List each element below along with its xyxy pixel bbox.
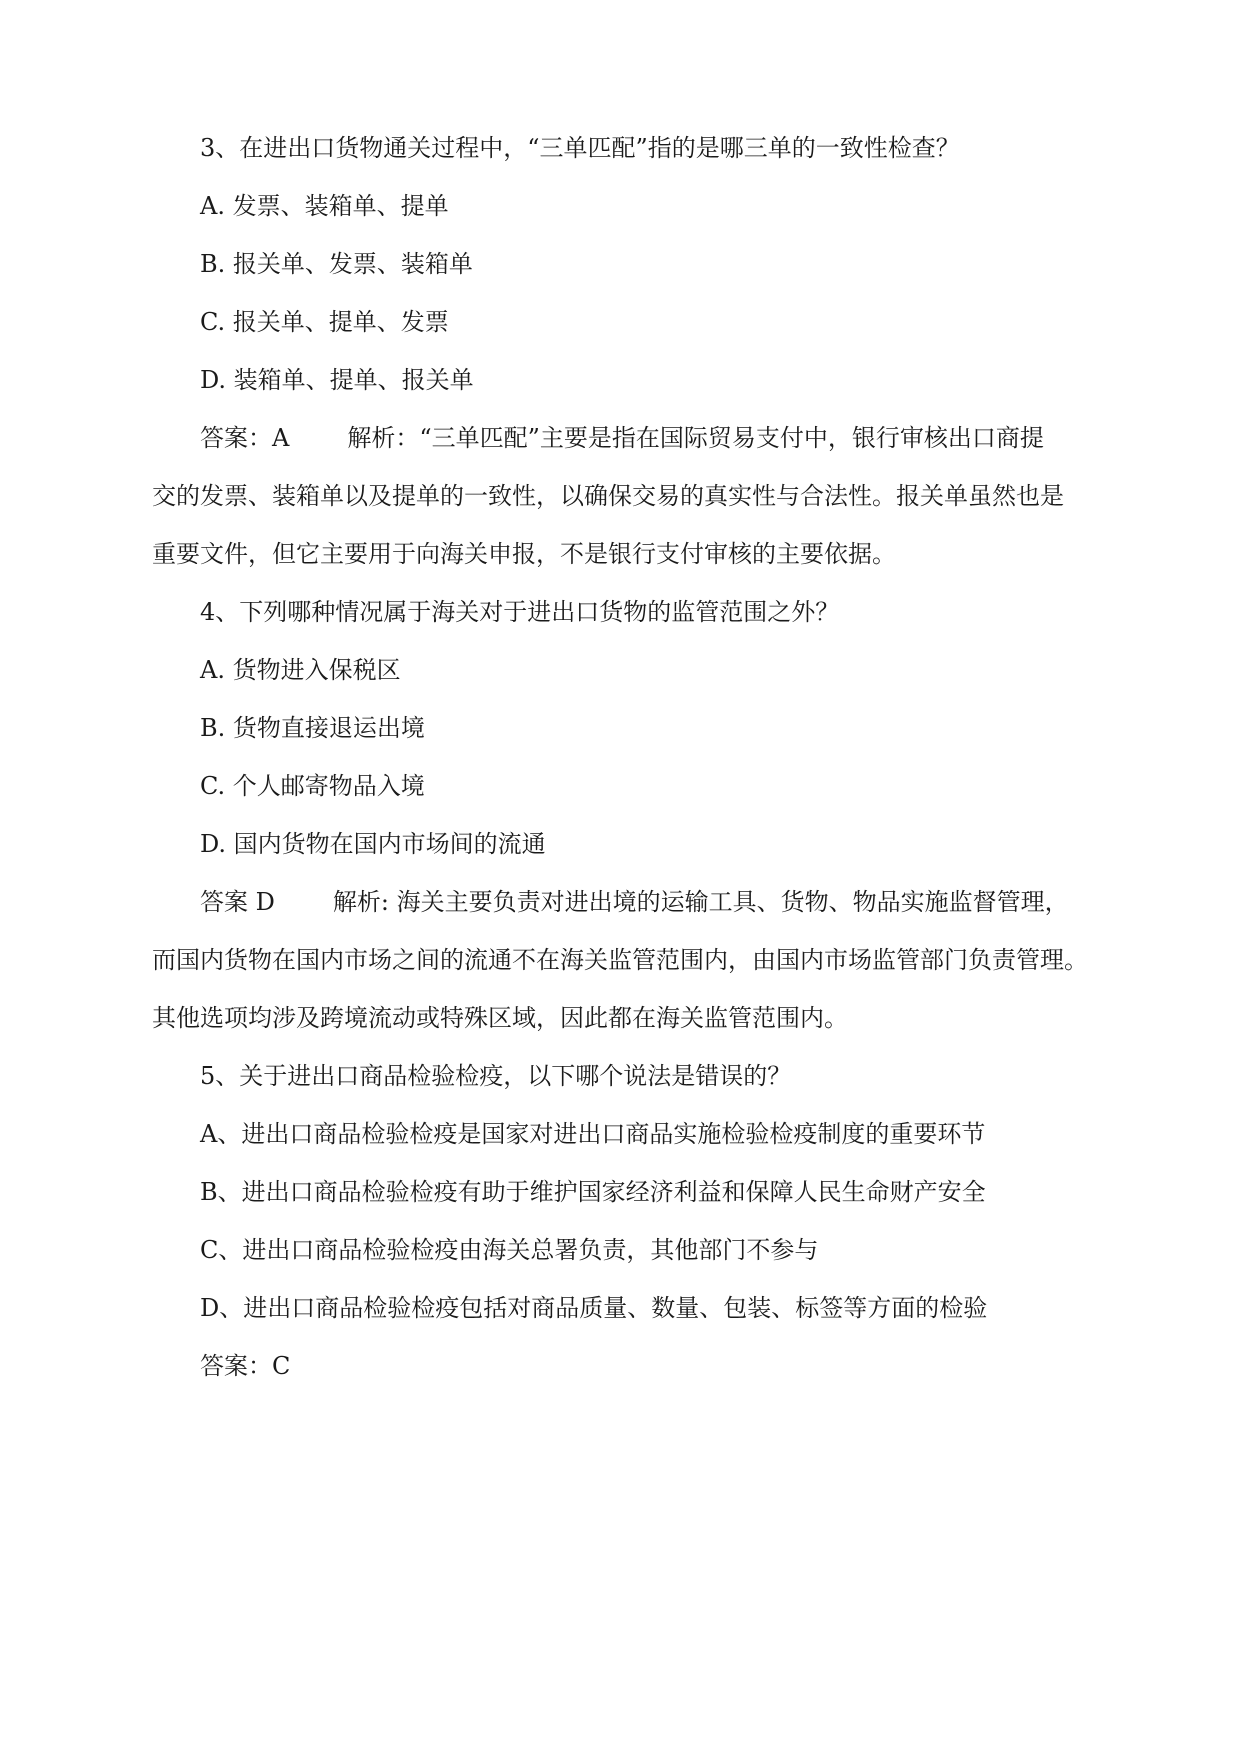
question-3-stem: 3、在进出口货物通关过程中，“三单匹配”指的是哪三单的一致性检查？ (200, 134, 960, 162)
question-4-option-c: C. 个人邮寄物品入境 (200, 772, 425, 800)
question-4-answer-line (200, 887, 1069, 917)
question-3-answer-line (200, 423, 1044, 453)
question-4-option-a: A. 货物进入保税区 (200, 656, 401, 684)
question-4-option-b: B. 货物直接退运出境 (200, 714, 425, 742)
question-3-analysis-3: 重要文件，但它主要用于向海关申报，不是银行支付审核的主要依据。 (152, 540, 896, 568)
question-3-analysis-1: 解析：“三单匹配”主要是指在国际贸易支付中，银行审核出口商提 (347, 424, 1044, 452)
question-5-answer: 答案：C (200, 1352, 291, 1380)
question-5-option-c: C、进出口商品检验检疫由海关总署负责，其他部门不参与 (200, 1236, 819, 1264)
question-4-answer: 答案 D (200, 888, 275, 916)
question-4-analysis-3: 其他选项均涉及跨境流动或特殊区域，因此都在海关监管范围内。 (152, 1004, 848, 1032)
question-4-stem: 4、下列哪种情况属于海关对于进出口货物的监管范围之外？ (200, 598, 840, 626)
question-3-answer: 答案：A (200, 424, 290, 452)
question-5-option-a: A、进出口商品检验检疫是国家对进出口商品实施检验检疫制度的重要环节 (200, 1120, 986, 1148)
question-5-stem: 5、关于进出口商品检验检疫，以下哪个说法是错误的？ (200, 1062, 792, 1090)
question-5-option-b: B、进出口商品检验检疫有助于维护国家经济利益和保障人民生命财产安全 (200, 1178, 986, 1206)
question-4-analysis-1: 解析: 海关主要负责对进出境的运输工具、货物、物品实施监督管理， (332, 888, 1069, 916)
question-4-option-d: D. 国内货物在国内市场间的流通 (200, 830, 546, 858)
question-3-option-a: A. 发票、装箱单、提单 (200, 192, 449, 220)
question-3-analysis-2: 交的发票、装箱单以及提单的一致性，以确保交易的真实性与合法性。报关单虽然也是 (152, 482, 1064, 510)
question-3-option-d: D. 装箱单、提单、报关单 (200, 366, 474, 394)
question-3-option-c: C. 报关单、提单、发票 (200, 308, 449, 336)
question-4-analysis-2: 而国内货物在国内市场之间的流通不在海关监管范围内，由国内市场监管部门负责管理。 (152, 946, 1088, 974)
question-3-option-b: B. 报关单、发票、装箱单 (200, 250, 473, 278)
question-5-option-d: D、进出口商品检验检疫包括对商品质量、数量、包装、标签等方面的检验 (200, 1294, 988, 1322)
